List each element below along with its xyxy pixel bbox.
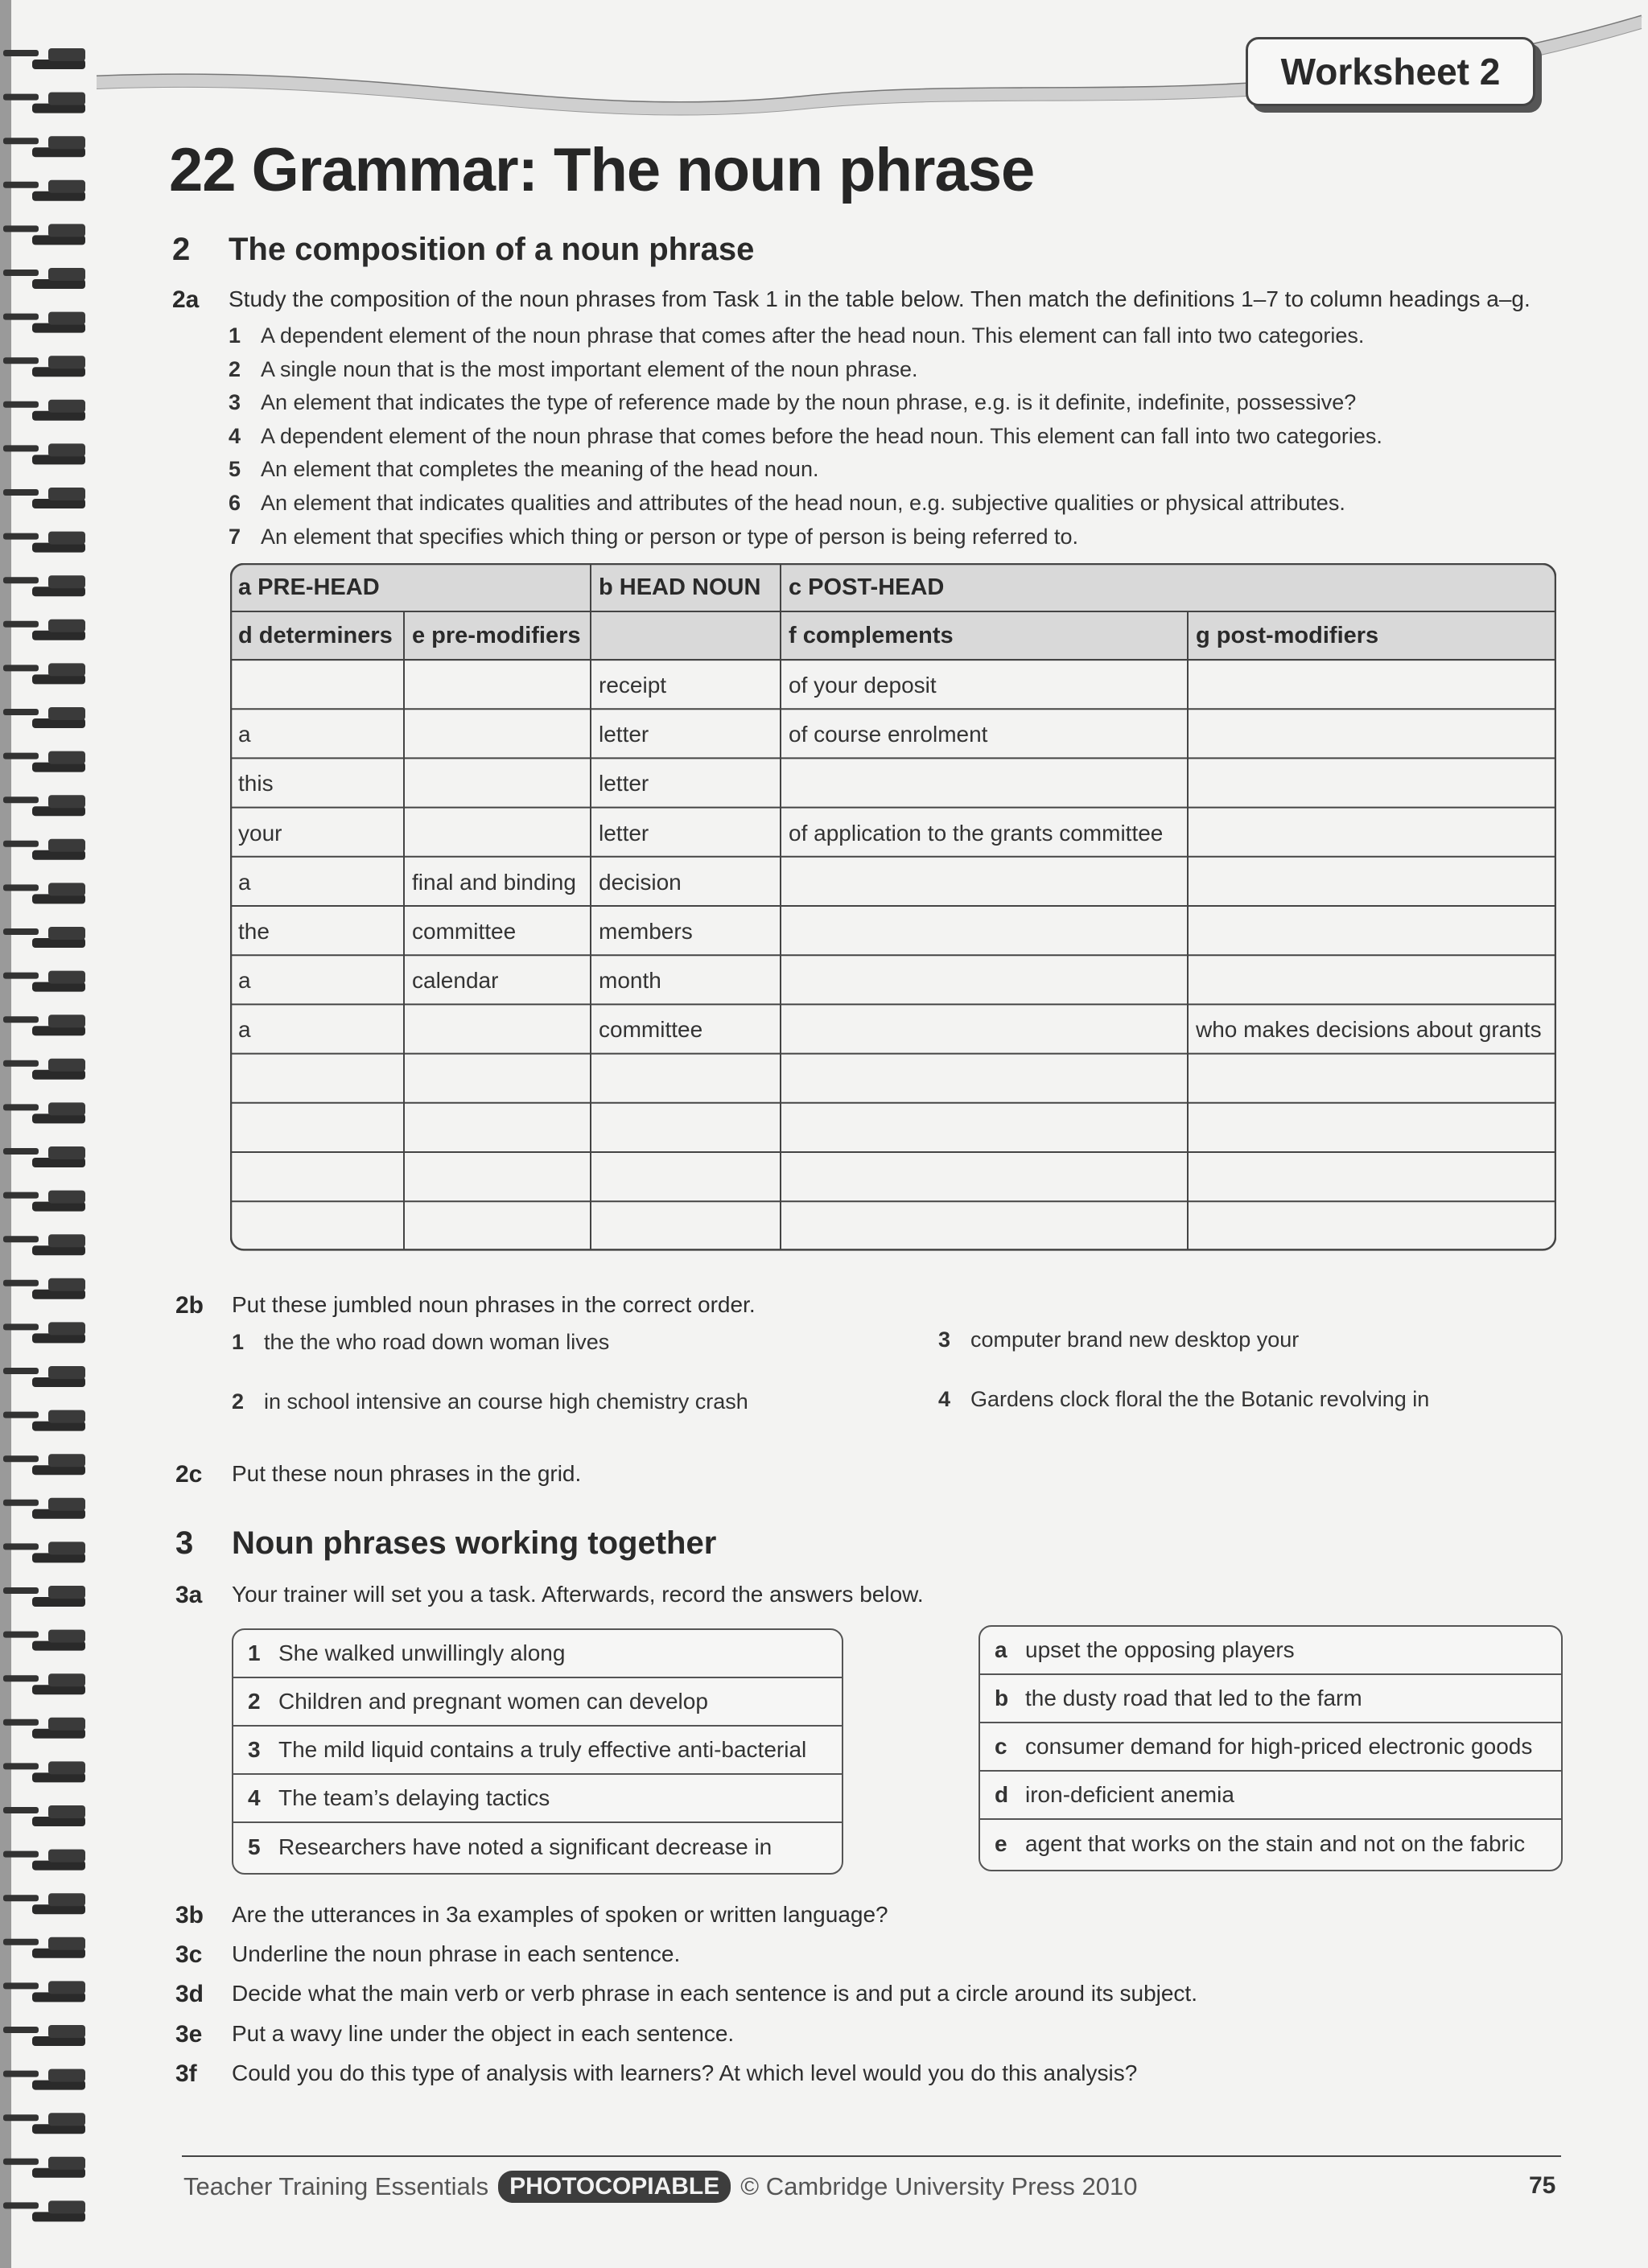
spiral-coil — [3, 1805, 85, 1826]
spiral-coil — [3, 400, 85, 421]
table-cell: a — [238, 1017, 251, 1043]
spiral-coil — [3, 1893, 85, 1914]
match-label: d — [995, 1782, 1009, 1807]
table-cell: a — [238, 722, 251, 747]
sentence-start-row — [233, 1727, 842, 1775]
spiral-coil — [3, 1410, 85, 1431]
spiral-coil — [3, 1454, 85, 1475]
table-cell: of your deposit — [789, 673, 937, 698]
copyright: © Cambridge University Press 2010 — [740, 2172, 1138, 2200]
table-top-header: c POST-HEAD — [789, 574, 945, 600]
task-label: 3d — [175, 1981, 204, 2008]
match-label: 4 — [248, 1785, 261, 1810]
definition-text: An element that indicates qualities and attributes of the head noun, e.g. subjective qualities or physical attributes. — [261, 491, 1345, 515]
spiral-coil — [3, 268, 85, 289]
match-text: Children and pregnant women can develop — [278, 1689, 708, 1714]
table-cell: of course enrolment — [789, 722, 988, 747]
table-sub-header: e pre-modifiers — [412, 623, 581, 648]
spiral-coil — [3, 1322, 85, 1343]
table-cell: who makes decisions about grants — [1196, 1017, 1542, 1043]
jumbled-number: 3 — [938, 1327, 951, 1352]
spiral-coil — [3, 1191, 85, 1212]
spiral-coil — [3, 532, 85, 553]
jumbled-text: Gardens clock floral the the Botanic revolving in — [970, 1387, 1430, 1411]
sentence-ending-row — [980, 1675, 1561, 1723]
spiral-coil — [3, 1718, 85, 1739]
match-text: The team’s delaying tactics — [278, 1785, 550, 1810]
section-2-heading: The composition of a noun phrase — [229, 232, 755, 267]
jumbled-text: the the who road down woman lives — [264, 1330, 610, 1354]
spiral-coil — [3, 180, 85, 201]
spiral-coil — [3, 971, 85, 992]
sentence-starts-box — [232, 1628, 843, 1875]
section-2-number: 2 — [172, 232, 191, 267]
match-label: a — [995, 1637, 1007, 1662]
jumbled-phrase-2 — [232, 1389, 748, 1414]
definition-item — [229, 390, 1356, 415]
spiral-coil — [3, 883, 85, 903]
match-text: upset the opposing players — [1025, 1637, 1295, 1662]
table-cell: month — [599, 968, 661, 994]
spiral-coil — [3, 2113, 85, 2134]
table-cell: final and binding — [412, 869, 576, 895]
spiral-coil — [3, 488, 85, 508]
worksheet-badge: Worksheet 2 — [1246, 37, 1535, 106]
spiral-coil — [3, 1498, 85, 1519]
table-cell: receipt — [599, 673, 667, 698]
definition-text: A dependent element of the noun phrase that comes after the head noun. This element can fall into two categories. — [261, 323, 1365, 348]
match-text: iron-deficient anemia — [1025, 1782, 1234, 1807]
definition-text: A single noun that is the most important element of the noun phrase. — [261, 356, 918, 381]
match-label: e — [995, 1831, 1007, 1856]
definition-number: 2 — [229, 356, 241, 381]
jumbled-number: 2 — [232, 1389, 245, 1414]
spiral-coil — [3, 1630, 85, 1651]
definition-item — [229, 457, 818, 482]
task-2c-instruction: Put these noun phrases in the grid. — [232, 1461, 582, 1486]
sentence-ending-row — [980, 1820, 1561, 1868]
spiral-coil — [3, 1015, 85, 1035]
table-cell: letter — [599, 771, 649, 796]
sentence-ending-row — [980, 1723, 1561, 1772]
table-cell: a — [238, 968, 251, 994]
spiral-coil — [3, 1234, 85, 1255]
jumbled-number: 4 — [938, 1387, 951, 1411]
spiral-coil — [3, 663, 85, 684]
spiral-coil — [3, 707, 85, 728]
table-cell: a — [238, 869, 251, 895]
spiral-coil — [3, 1541, 85, 1562]
spiral-coil — [3, 1850, 85, 1871]
definition-item — [229, 357, 918, 382]
spiral-coil — [3, 1366, 85, 1387]
spiral-coil — [3, 575, 85, 596]
spiral-coil — [3, 2157, 85, 2178]
definition-item — [229, 323, 1364, 348]
match-text: She walked unwillingly along — [278, 1640, 566, 1665]
sentence-start-row — [233, 1630, 842, 1678]
table-cell: letter — [599, 820, 649, 846]
definition-number: 3 — [229, 390, 241, 415]
definition-item — [229, 525, 1078, 550]
section-3-number: 3 — [175, 1525, 194, 1561]
task-instruction: Put a wavy line under the object in each sentence. — [232, 2020, 735, 2046]
spiral-coil — [3, 1586, 85, 1607]
task-label: 3c — [175, 1941, 203, 1969]
jumbled-phrase-1 — [232, 1330, 609, 1355]
match-label: 1 — [248, 1640, 261, 1665]
spiral-coil — [3, 1146, 85, 1167]
series-name: Teacher Training Essentials — [183, 2172, 489, 2200]
match-label: 5 — [248, 1834, 261, 1859]
task-instruction: Are the utterances in 3a examples of spoken or written language? — [232, 1902, 888, 1927]
task-2a-label: 2a — [172, 286, 200, 313]
definition-item — [229, 491, 1345, 516]
spiral-coil — [3, 751, 85, 772]
page-number: 75 — [1529, 2172, 1556, 2199]
definition-text: An element that completes the meaning of the head noun. — [261, 457, 819, 482]
task-instruction: Decide what the main verb or verb phrase in each sentence is and put a circle around its subject. — [232, 1981, 1197, 2007]
sentence-ending-row — [980, 1772, 1561, 1820]
spiral-coil — [3, 356, 85, 377]
task-3a-instruction: Your trainer will set you a task. Afterwards, record the answers below. — [232, 1582, 924, 1607]
spiral-coil — [3, 2069, 85, 2090]
jumbled-phrase-4 — [938, 1387, 1429, 1412]
table-cell: calendar — [412, 968, 499, 994]
table-cell: committee — [412, 919, 517, 944]
table-cell: letter — [599, 722, 649, 747]
task-3a-label: 3a — [175, 1582, 203, 1608]
table-cell: committee — [599, 1017, 703, 1043]
spiral-coil — [3, 1102, 85, 1123]
table-cell: members — [599, 919, 693, 944]
spiral-coil — [3, 927, 85, 948]
match-label: 2 — [248, 1689, 261, 1714]
definition-number: 5 — [229, 457, 241, 482]
task-label: 3b — [175, 1902, 204, 1928]
spiral-coil — [3, 839, 85, 860]
spiral-coil — [3, 1059, 85, 1080]
task-2c-label: 2c — [175, 1461, 203, 1488]
spiral-coil — [3, 1278, 85, 1299]
photocopiable-badge: PHOTOCOPIABLE — [498, 2171, 731, 2203]
match-text: The mild liquid contains a truly effective anti-bacterial — [278, 1737, 807, 1762]
section-3-heading: Noun phrases working together — [232, 1525, 717, 1561]
table-sub-header: g post-modifiers — [1196, 623, 1379, 648]
spiral-coil — [3, 312, 85, 333]
definition-number: 7 — [229, 524, 241, 549]
sentence-endings-box — [978, 1625, 1563, 1871]
table-grid-lines — [230, 563, 1556, 1258]
task-2b-instruction: Put these jumbled noun phrases in the correct order. — [232, 1292, 756, 1317]
definition-number: 6 — [229, 491, 241, 515]
table-cell: decision — [599, 869, 682, 895]
spiral-coil — [3, 224, 85, 245]
definition-number: 1 — [229, 323, 241, 348]
jumbled-number: 1 — [232, 1330, 245, 1354]
definition-number: 4 — [229, 423, 241, 448]
definition-text: An element that specifies which thing or person or type of person is being referred to. — [261, 524, 1079, 549]
table-top-header: b HEAD NOUN — [599, 574, 761, 600]
sentence-start-row — [233, 1678, 842, 1727]
sentence-start-row — [233, 1775, 842, 1823]
match-text: Researchers have noted a significant decrease in — [278, 1834, 772, 1859]
match-text: consumer demand for high-priced electronic goods — [1025, 1734, 1533, 1759]
spiral-coil — [3, 2200, 85, 2221]
spiral-coil — [3, 1981, 85, 2002]
task-instruction: Underline the noun phrase in each sentence. — [232, 1941, 681, 1967]
page-title: 22 Grammar: The noun phrase — [169, 136, 1035, 204]
spiral-coil — [3, 619, 85, 640]
match-label: b — [995, 1686, 1009, 1710]
table-sub-header: d determiners — [238, 623, 393, 648]
match-label: c — [995, 1734, 1007, 1759]
table-cell: this — [238, 771, 274, 796]
match-label: 3 — [248, 1737, 261, 1762]
table-cell: your — [238, 820, 282, 846]
jumbled-text: in school intensive an course high chemistry crash — [264, 1389, 748, 1414]
task-label: 3f — [175, 2060, 197, 2087]
definition-text: An element that indicates the type of reference made by the noun phrase, e.g. is it definite, indefinite, possessive? — [261, 390, 1357, 415]
task-label: 3e — [175, 2020, 203, 2048]
jumbled-text: computer brand new desktop your — [970, 1327, 1300, 1352]
spiral-binding — [0, 0, 97, 2268]
definition-item — [229, 424, 1382, 449]
table-sub-header: f complements — [789, 623, 954, 648]
footer-rule — [182, 2155, 1561, 2157]
sentence-ending-row — [980, 1627, 1561, 1675]
match-text: the dusty road that led to the farm — [1025, 1686, 1362, 1710]
spiral-coil — [3, 443, 85, 464]
jumbled-phrase-3 — [938, 1327, 1299, 1352]
noun-phrase-table — [230, 563, 1556, 1258]
task-2a-instruction: Study the composition of the noun phrases from Task 1 in the table below. Then match the definitions 1–7 to column headings a–g. — [229, 286, 1531, 311]
task-2b-label: 2b — [175, 1292, 204, 1319]
table-top-header: a PRE-HEAD — [238, 574, 380, 600]
match-text: agent that works on the stain and not on the fabric — [1025, 1831, 1526, 1856]
spiral-coil — [3, 1761, 85, 1782]
table-cell: the — [238, 919, 270, 944]
footer — [183, 2171, 1137, 2203]
task-instruction: Could you do this type of analysis with learners? At which level would you do this analysis? — [232, 2060, 1138, 2085]
definition-text: A dependent element of the noun phrase that comes before the head noun. This element can fall into two categories. — [261, 423, 1382, 448]
spiral-coil — [3, 795, 85, 816]
spiral-coil — [3, 1673, 85, 1694]
table-cell: of application to the grants committee — [789, 820, 1164, 846]
sentence-start-row — [233, 1823, 842, 1871]
spiral-coil — [3, 2025, 85, 2046]
spiral-coil — [3, 1937, 85, 1958]
